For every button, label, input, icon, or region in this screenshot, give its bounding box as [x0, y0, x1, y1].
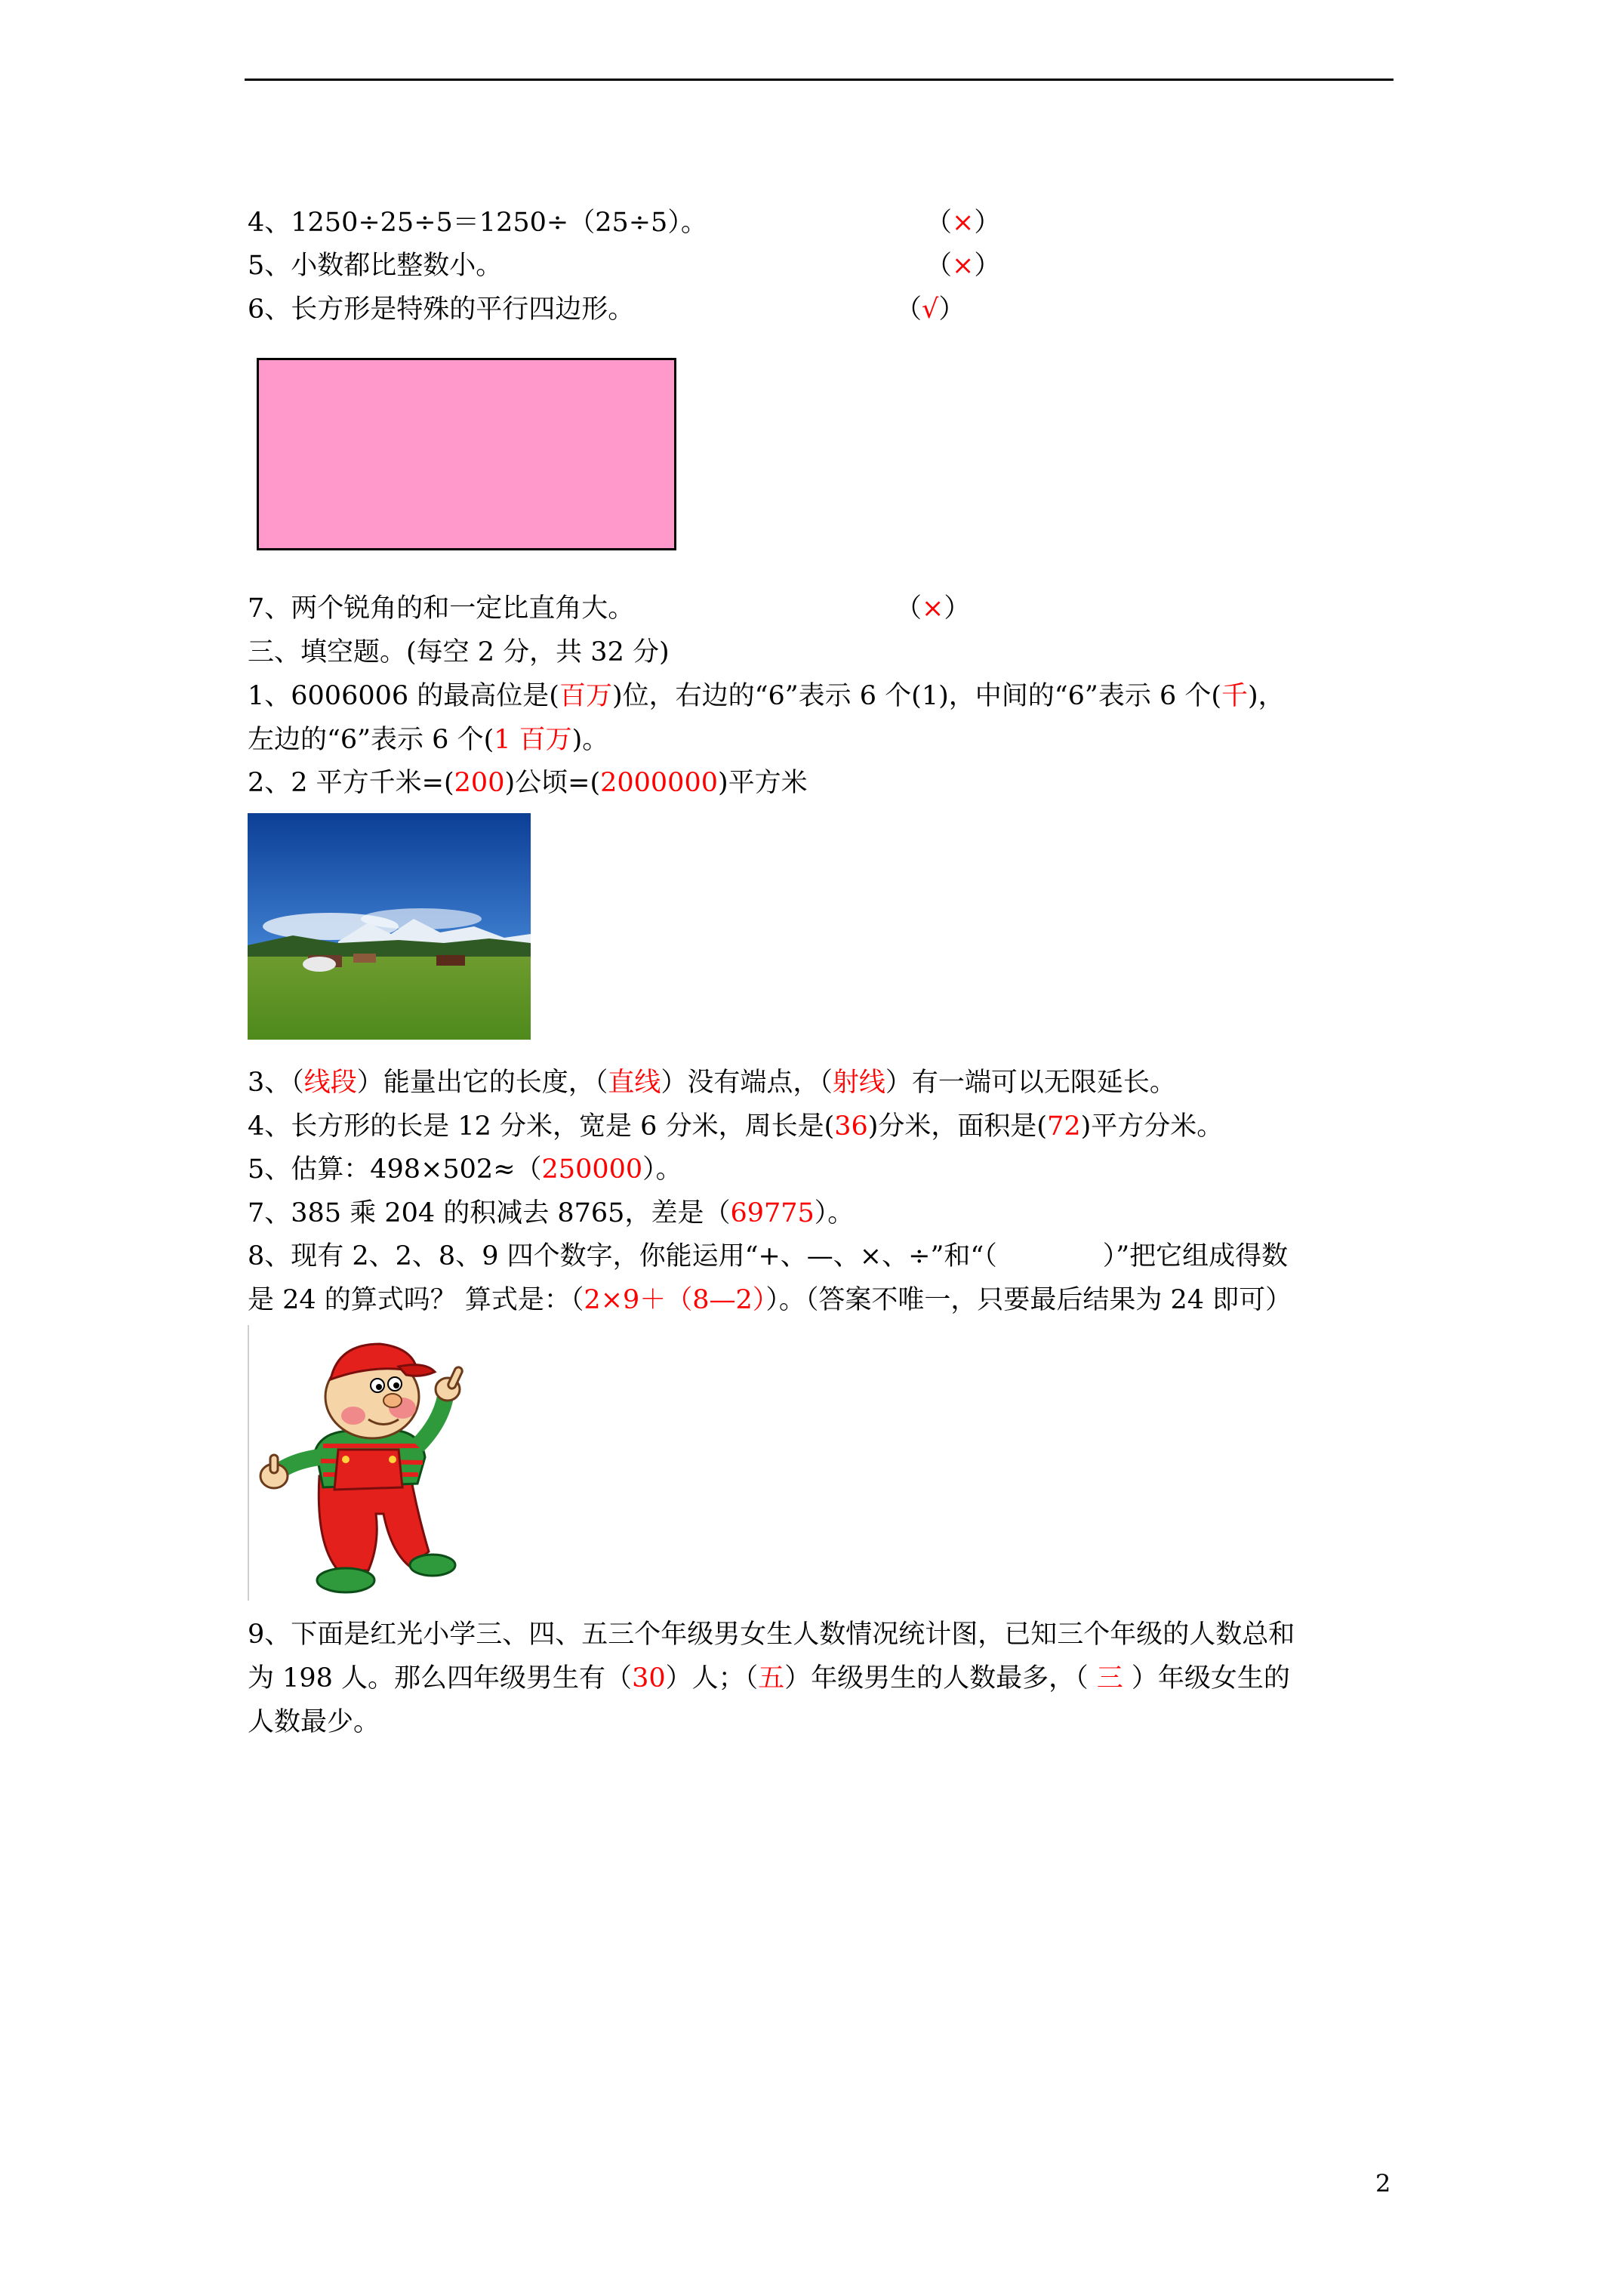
pink-rectangle	[257, 358, 676, 550]
cartoon-figure	[248, 1325, 489, 1601]
fill-q2: 2、2 平方千米=(200)公顷=(2000000)平方米	[248, 768, 808, 798]
judge-q4: 4、1250÷25÷5＝1250÷（25÷5）。	[248, 208, 707, 238]
judge-q4-mark: （×）	[925, 208, 1001, 238]
judge-q6: 6、长方形是特殊的平行四边形。	[248, 294, 635, 325]
fill-q1-line1: 1、6006006 的最高位是(百万)位，右边的“6”表示 6 个(1)，中间的“6”表示 6 个(千)，	[248, 681, 1285, 711]
fill-q4: 4、长方形的长是 12 分米，宽是 6 分米，周长是(36)分米，面积是(72)平方分米。	[248, 1111, 1224, 1142]
judge-q7: 7、两个锐角的和一定比直角大。	[248, 593, 635, 624]
fill-q9-line1: 9、下面是红光小学三、四、五三个年级男女生人数情况统计图，已知三个年级的人数总和	[248, 1620, 1295, 1650]
section-3-title: 三、填空题。(每空 2 分，共 32 分)	[248, 637, 670, 667]
page-number: 2	[1375, 2169, 1391, 2198]
fill-q9-line2: 为 198 人。那么四年级男生有（30）人；（五）年级男生的人数最多，（ 三 ）年级女生的	[248, 1663, 1290, 1693]
fill-q9-line3: 人数最少。	[248, 1707, 380, 1737]
landscape-illustration	[248, 813, 531, 1040]
header-rule	[245, 79, 1394, 81]
fill-q5: 5、估算：498×502≈（250000）。	[248, 1154, 682, 1185]
fill-q8-line1: 8、现有 2、2、8、9 四个数字，你能运用“+、—、×、÷”和“（ ）”把它组成得数	[248, 1241, 1289, 1271]
fill-q7: 7、385 乘 204 的积减去 8765，差是（69775）。	[248, 1198, 855, 1228]
judge-q7-mark: （×）	[895, 593, 971, 624]
fill-q3: 3、（线段）能量出它的长度，（直线）没有端点，（射线）有一端可以无限延长。	[248, 1068, 1176, 1098]
judge-q6-mark: （√）	[895, 294, 965, 325]
fill-q1-line2: 左边的“6”表示 6 个(1 百万)。	[248, 725, 609, 755]
judge-q5-mark: （×）	[925, 251, 1001, 281]
fill-q8-line2: 是 24 的算式吗？ 算式是：（2×9＋（8—2））。（答案不唯一，只要最后结果为 24 即可）	[248, 1285, 1292, 1315]
cartoon-boy-illustration	[248, 1325, 489, 1601]
landscape-photo	[248, 813, 531, 1040]
judge-q5: 5、小数都比整数小。	[248, 251, 503, 281]
